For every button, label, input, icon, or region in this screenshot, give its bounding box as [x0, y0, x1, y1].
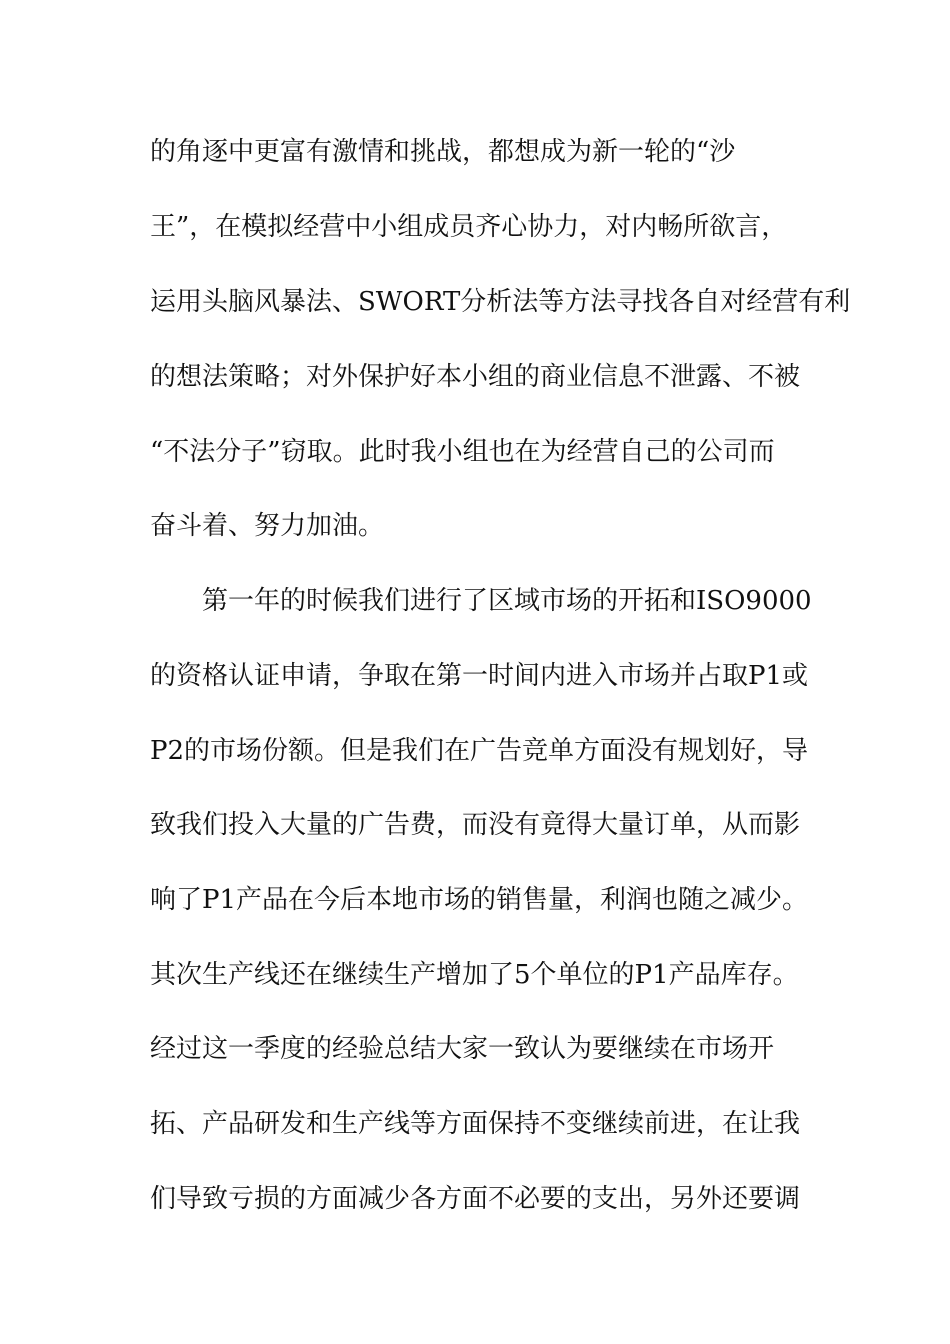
text-line: 响了P1产品在今后本地市场的销售量，利润也随之减少。	[150, 885, 809, 915]
text-line: 的资格认证申请，争取在第一时间内进入市场并占取P1或	[150, 661, 809, 691]
text-line: “不法分子”窃取。此时我小组也在为经营自己的公司而	[150, 437, 775, 467]
text-line: 第一年的时候我们进行了区域市场的开拓和ISO9000	[202, 586, 812, 616]
text-line: 的想法策略；对外保护好本小组的商业信息不泄露、不被	[150, 362, 801, 392]
text-line: 奋斗着、努力加油。	[150, 511, 385, 541]
text-line: 运用头脑风暴法、SWORT分析法等方法寻找各自对经营有利	[150, 287, 851, 317]
text-line: 王”，在模拟经营中小组成员齐心协力，对内畅所欲言，	[150, 212, 788, 242]
text-line: 们导致亏损的方面减少各方面不必要的支出，另外还要调	[150, 1184, 801, 1214]
text-line: 经过这一季度的经验总结大家一致认为要继续在市场开	[150, 1034, 775, 1064]
text-line: 其次生产线还在继续生产增加了5个单位的P1产品库存。	[150, 960, 799, 990]
text-line: 致我们投入大量的广告费，而没有竟得大量订单，从而影	[150, 810, 801, 840]
text-line: 拓、产品研发和生产线等方面保持不变继续前进，在让我	[150, 1109, 801, 1139]
text-line: P2的市场份额。但是我们在广告竞单方面没有规划好，导	[150, 736, 809, 766]
text-line: 的角逐中更富有激情和挑战，都想成为新一轮的“沙	[150, 137, 736, 167]
